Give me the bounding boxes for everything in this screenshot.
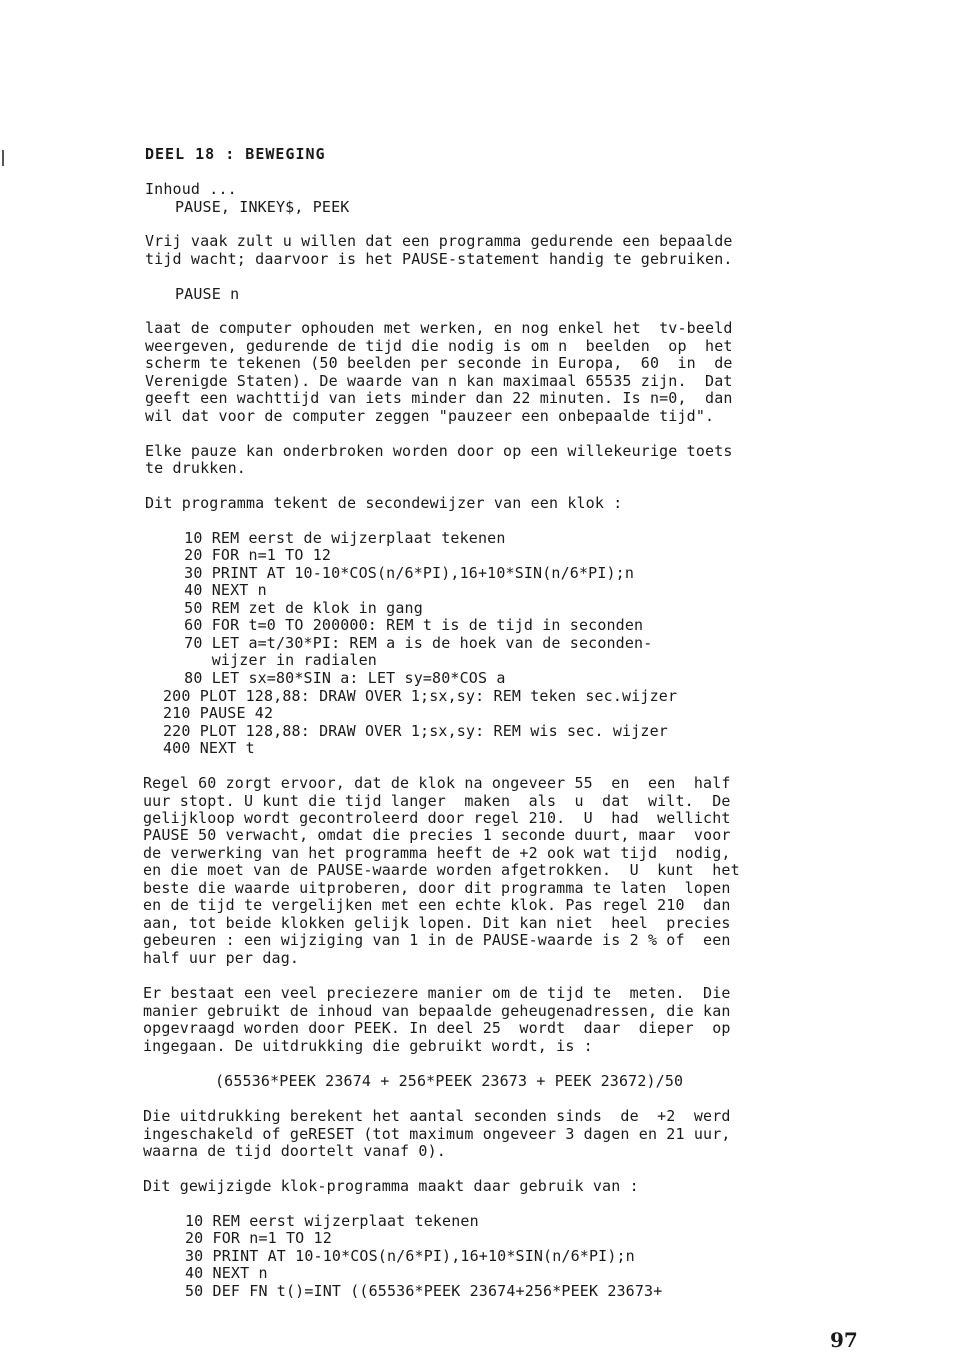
- paragraph-line: beste die waarde uitproberen, door dit programma te laten lopen: [143, 879, 731, 897]
- page-number: 97: [830, 1328, 858, 1352]
- paragraph-line: Dit gewijzigde klok-programma maakt daar gebruik van :: [143, 1177, 639, 1195]
- paragraph-line: uur stopt. U kunt die tijd langer maken als u dat wilt. De: [143, 792, 731, 810]
- paragraph-line: Verenigde Staten). De waarde van n kan maximaal 65535 zijn. Dat: [145, 372, 733, 390]
- code-line: 30 PRINT AT 10-10*COS(n/6*PI),16+10*SIN(n/6*PI);n: [185, 1247, 635, 1265]
- paragraph-line: Dit programma tekent de secondewijzer van een klok :: [145, 494, 623, 512]
- paragraph-line: gebeuren : een wijziging van 1 in de PAUSE-waarde is 2 % of een: [143, 931, 731, 949]
- section-heading: DEEL 18 : BEWEGING: [145, 145, 326, 163]
- code-line: 200 PLOT 128,88: DRAW OVER 1;sx,sy: REM teken sec.wijzer: [163, 687, 678, 705]
- paragraph-line: aan, tot beide klokken gelijk lopen. Dit kan niet heel precies: [143, 914, 731, 932]
- paragraph-line: manier gebruikt de inhoud van bepaalde geheugenadressen, die kan: [143, 1002, 731, 1020]
- paragraph-line: de verwerking van het programma heeft de +2 ook wat tijd nodig,: [143, 844, 731, 862]
- code-line: 210 PAUSE 42: [163, 704, 274, 722]
- pause-example: PAUSE n: [175, 285, 240, 303]
- formula: (65536*PEEK 23674 + 256*PEEK 23673 + PEEK 23672)/50: [215, 1072, 684, 1090]
- code-line: 70 LET a=t/30*PI: REM a is de hoek van de seconden-: [175, 634, 653, 652]
- paragraph-line: ingeschakeld of geRESET (tot maximum ongeveer 3 dagen en 21 uur,: [143, 1125, 731, 1143]
- code-line: 20 FOR n=1 TO 12: [175, 546, 332, 564]
- paragraph-line: geeft een wachttijd van iets minder dan 22 minuten. Is n=0, dan: [145, 389, 733, 407]
- paragraph-line: scherm te tekenen (50 beelden per seconde in Europa, 60 in de: [145, 354, 733, 372]
- code-line: wijzer in radialen: [175, 651, 377, 669]
- paragraph-line: gelijkloop wordt gecontroleerd door regel 210. U had wellicht: [143, 809, 731, 827]
- margin-mark: [2, 150, 7, 166]
- code-line: 50 DEF FN t()=INT ((65536*PEEK 23674+256*PEEK 23673+: [185, 1282, 663, 1300]
- paragraph-line: Er bestaat een veel preciezere manier om de tijd te meten. Die: [143, 984, 731, 1002]
- paragraph-line: ingegaan. De uitdrukking die gebruikt wordt, is :: [143, 1037, 593, 1055]
- paragraph-line: opgevraagd worden door PEEK. In deel 25 wordt daar dieper op: [143, 1019, 731, 1037]
- code-line: 220 PLOT 128,88: DRAW OVER 1;sx,sy: REM wis sec. wijzer: [163, 722, 668, 740]
- paragraph-line: laat de computer ophouden met werken, en nog enkel het tv-beeld: [145, 319, 733, 337]
- paragraph-line: Die uitdrukking berekent het aantal seconden sinds de +2 werd: [143, 1107, 731, 1125]
- paragraph-line: en die moet van de PAUSE-waarde worden afgetrokken. U kunt het: [143, 861, 740, 879]
- paragraph-line: Vrij vaak zult u willen dat een programma gedurende een bepaalde: [145, 232, 733, 250]
- code-line: 10 REM eerst wijzerplaat tekenen: [185, 1212, 479, 1230]
- paragraph-line: wil dat voor de computer zeggen "pauzeer een onbepaalde tijd".: [145, 407, 715, 425]
- paragraph-line: PAUSE 50 verwacht, omdat die precies 1 seconde duurt, maar voor: [143, 826, 731, 844]
- paragraph-line: Elke pauze kan onderbroken worden door op een willekeurige toets: [145, 442, 733, 460]
- code-line: 50 REM zet de klok in gang: [175, 599, 423, 617]
- code-line: 20 FOR n=1 TO 12: [185, 1229, 332, 1247]
- paragraph-line: weergeven, gedurende de tijd die nodig is om n beelden op het: [145, 337, 733, 355]
- paragraph-line: Regel 60 zorgt ervoor, dat de klok na ongeveer 55 en een half: [143, 774, 731, 792]
- code-line: 80 LET sx=80*SIN a: LET sy=80*COS a: [175, 669, 506, 687]
- code-line: 40 NEXT n: [185, 1264, 268, 1282]
- contents-label: Inhoud ...: [145, 180, 237, 198]
- code-line: 60 FOR t=0 TO 200000: REM t is de tijd in seconden: [175, 616, 644, 634]
- paragraph-line: waarna de tijd doortelt vanaf 0).: [143, 1142, 446, 1160]
- paragraph-line: en de tijd te vergelijken met een echte klok. Pas regel 210 dan: [143, 896, 731, 914]
- contents-items: PAUSE, INKEY$, PEEK: [175, 198, 350, 216]
- code-line: 40 NEXT n: [175, 581, 267, 599]
- code-line: 10 REM eerst de wijzerplaat tekenen: [175, 529, 506, 547]
- code-line: 30 PRINT AT 10-10*COS(n/6*PI),16+10*SIN(n/6*PI);n: [175, 564, 635, 582]
- paragraph-line: te drukken.: [145, 459, 246, 477]
- paragraph-line: tijd wacht; daarvoor is het PAUSE-statement handig te gebruiken.: [145, 250, 733, 268]
- paragraph-line: half uur per dag.: [143, 949, 300, 967]
- code-line: 400 NEXT t: [163, 739, 255, 757]
